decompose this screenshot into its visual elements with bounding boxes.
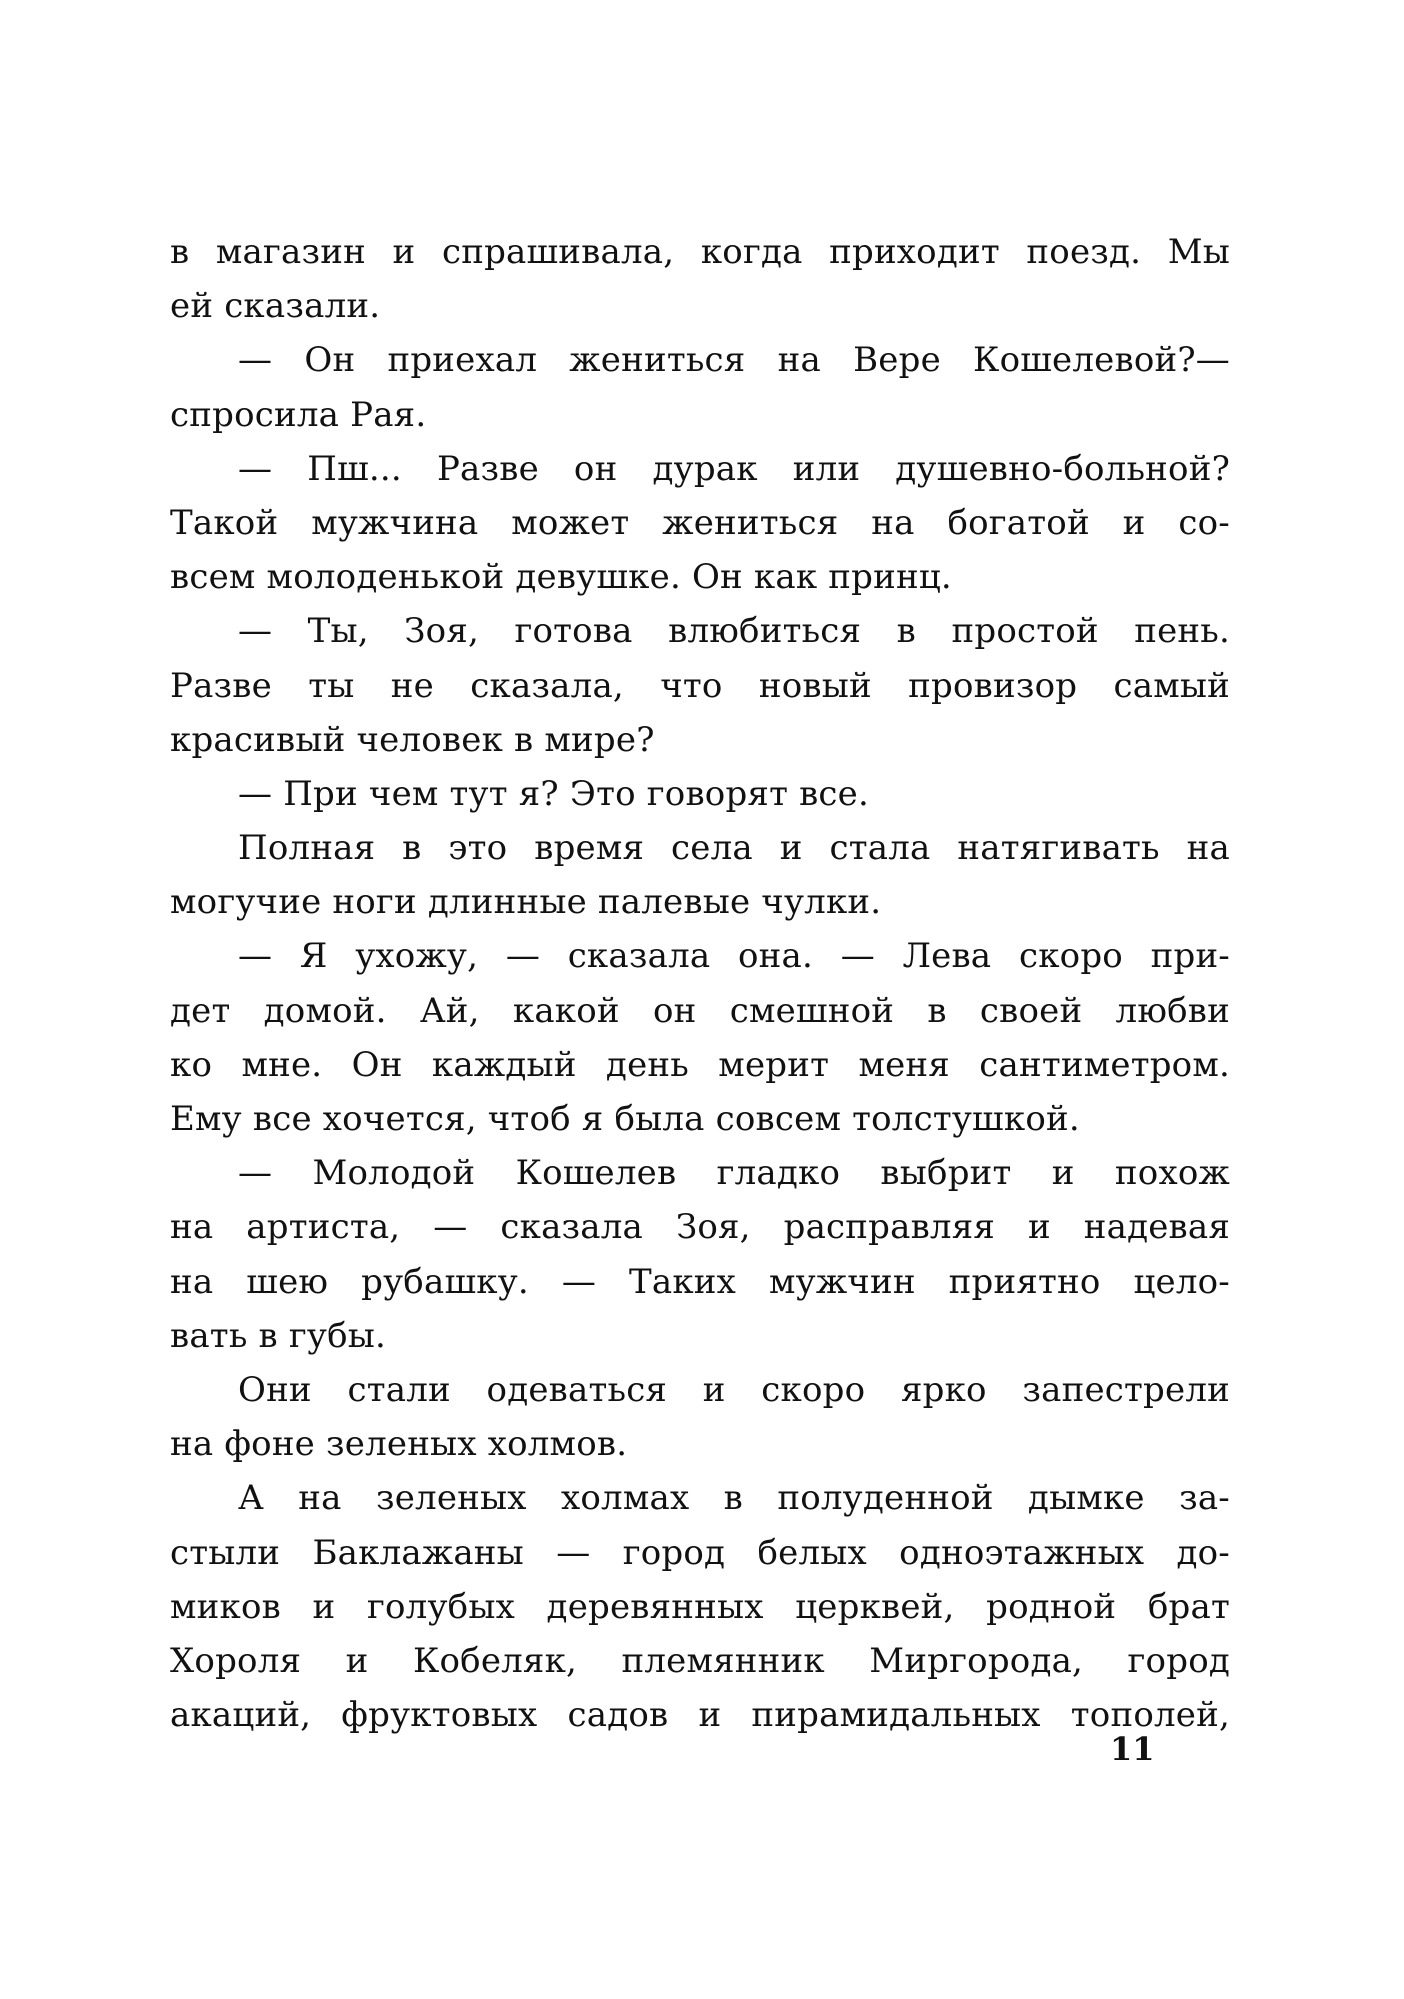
text-line: могучие ноги длинные палевые чулки. <box>170 882 882 923</box>
text-line: Полная в это время села и стала натягивать на <box>238 828 1230 869</box>
text-line: на артиста, — сказала Зоя, расправляя и надевая <box>170 1207 1230 1248</box>
text-line: всем молоденькой девушке. Он как принц. <box>170 557 952 598</box>
text-line: — Я ухожу, — сказала она. — Лева скоро при- <box>238 936 1230 977</box>
text-line: — Молодой Кошелев гладко выбрит и похож <box>238 1153 1230 1194</box>
text-line: ко мне. Он каждый день мерит меня сантиметром. <box>170 1044 1230 1085</box>
text-line: Они стали одеваться и скоро ярко запестрели <box>238 1369 1230 1410</box>
text-line: на фоне зеленых холмов. <box>170 1424 628 1465</box>
text-line: Разве ты не сказала, что новый провизор самый <box>170 665 1230 706</box>
text-line: — Пш... Разве он дурак или душевно-больной? <box>238 448 1230 489</box>
text-line: — Он приехал жениться на Вере Кошелевой?— <box>238 340 1230 381</box>
text-line: в магазин и спрашивала, когда приходит поезд. Мы <box>170 232 1230 272</box>
text-line: красивый человек в мире? <box>170 719 655 760</box>
text-line: вать в губы. <box>170 1315 387 1356</box>
text-line: Такой мужчина может жениться на богатой и со- <box>170 502 1230 543</box>
text-line: акаций, фруктовых садов и пирамидальных тополей, <box>170 1695 1230 1736</box>
text-line: стыли Баклажаны — город белых одноэтажных до- <box>170 1532 1230 1573</box>
text-line: миков и голубых деревянных церквей, родной брат <box>170 1586 1230 1627</box>
text-line: — При чем тут я? Это говорят все. <box>238 773 870 814</box>
body-text <box>170 225 1230 1742</box>
text-line: на шею рубашку. — Таких мужчин приятно цело- <box>170 1261 1230 1302</box>
text-line: — Ты, Зоя, готова влюбиться в простой пень. <box>238 611 1230 652</box>
text-line: ей сказали. <box>170 286 381 327</box>
text-line: А на зеленых холмах в полуденной дымке за- <box>238 1478 1230 1519</box>
text-line: Хороля и Кобеляк, племянник Миргорода, город <box>170 1640 1230 1681</box>
text-line: дет домой. Ай, какой он смешной в своей любви <box>170 990 1230 1031</box>
text-line: спросила Рая. <box>170 394 427 435</box>
page-number: 11 <box>1110 1730 1155 1768</box>
text-line: Ему все хочется, чтоб я была совсем толстушкой. <box>170 1099 1080 1139</box>
